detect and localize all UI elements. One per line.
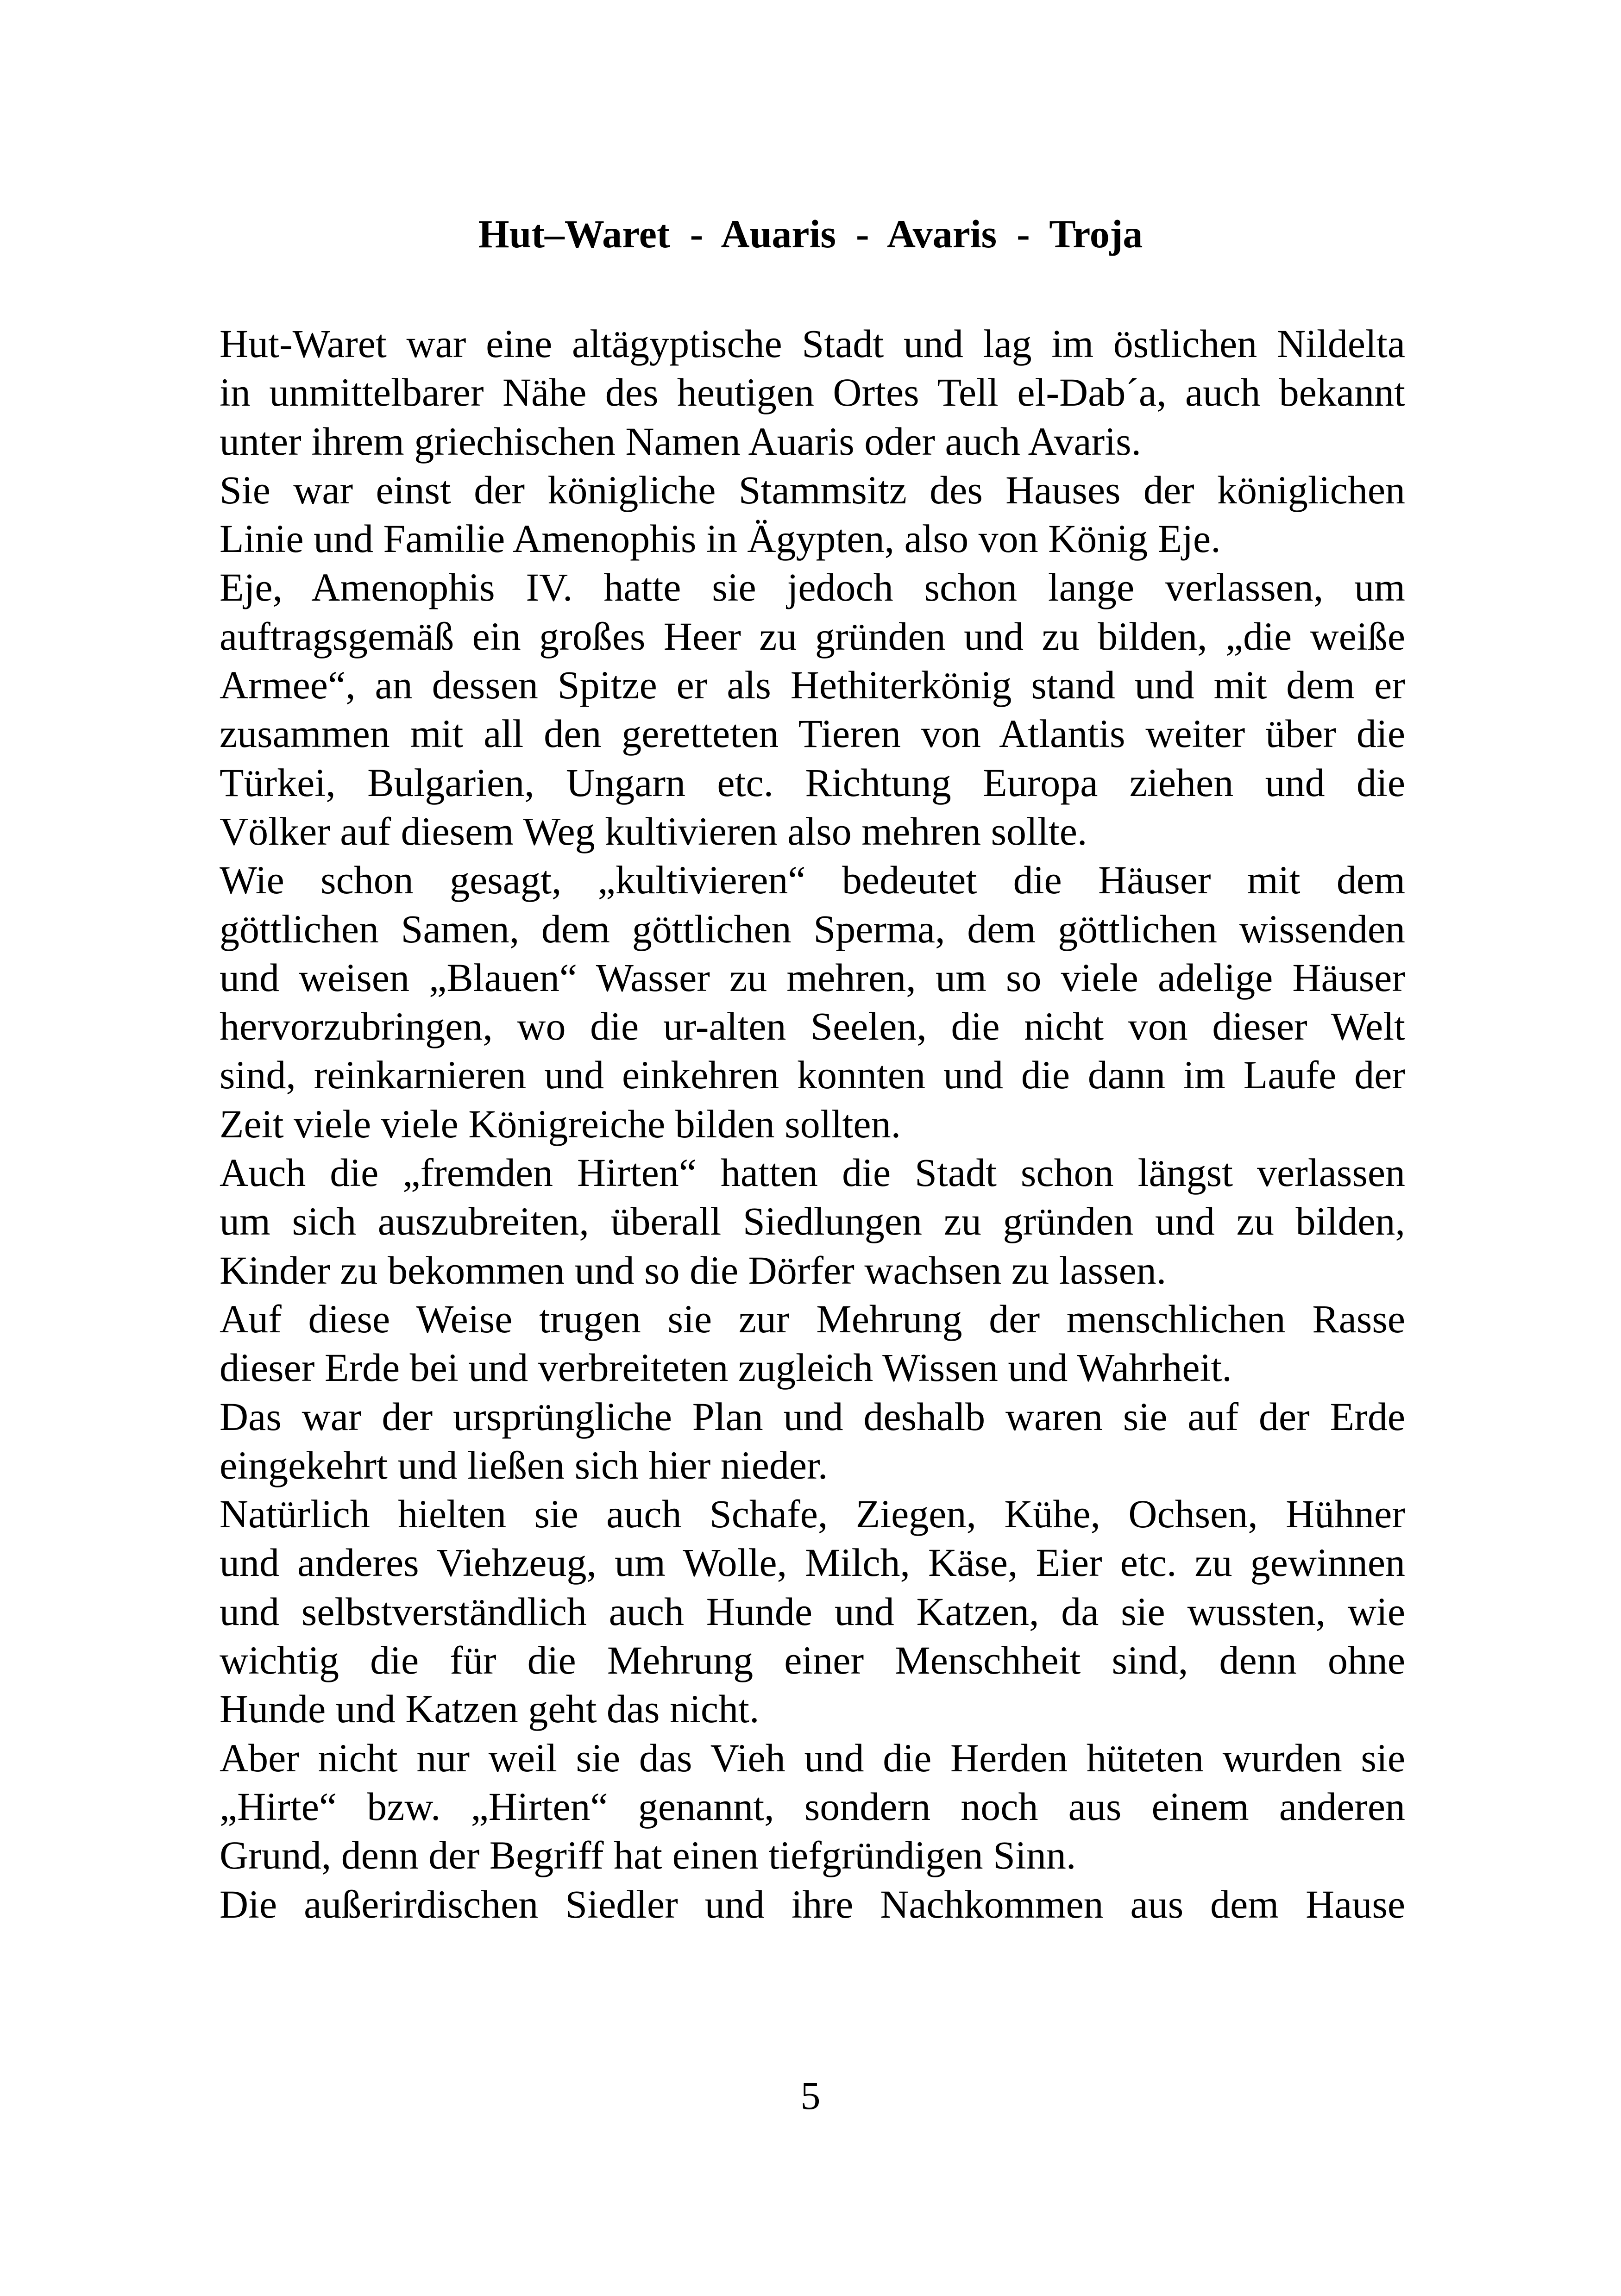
text-line: Auch die „fremden Hirten“ hatten die Stadt schon längst verlassen — [220, 1150, 1405, 1195]
text-line: Das war der ursprüngliche Plan und deshalb waren sie auf der Erde — [220, 1394, 1405, 1439]
text-line: um sich auszubreiten, überall Siedlungen zu gründen und zu bilden, — [220, 1199, 1405, 1244]
text-line: in unmittelbarer Nähe des heutigen Ortes Tell el-Dab´a, auch bekannt — [220, 370, 1405, 415]
text-line: Zeit viele viele Königreiche bilden sollten. — [220, 1101, 901, 1146]
text-line: Türkei, Bulgarien, Ungarn etc. Richtung Europa ziehen und die — [220, 760, 1405, 805]
text-line: und anderes Viehzeug, um Wolle, Milch, Käse, Eier etc. zu gewinnen — [220, 1540, 1405, 1585]
text-line: dieser Erde bei und verbreiteten zugleich Wissen und Wahrheit. — [220, 1345, 1232, 1390]
text-line: eingekehrt und ließen sich hier nieder. — [220, 1443, 828, 1487]
paragraph — [220, 1148, 1405, 1295]
paragraph — [220, 1393, 1405, 1490]
text-line: Wie schon gesagt, „kultivieren“ bedeutet die Häuser mit dem — [220, 858, 1405, 903]
text-line: sind, reinkarnieren und einkehren konnten und die dann im Laufe der — [220, 1053, 1405, 1098]
text-line: göttlichen Samen, dem göttlichen Sperma, dem göttlichen wissenden — [220, 906, 1405, 951]
paragraph — [220, 1734, 1405, 1880]
text-line: Aber nicht nur weil sie das Vieh und die Herden hüteten wurden sie — [220, 1735, 1405, 1780]
text-line: wichtig die für die Mehrung einer Menschheit sind, denn ohne — [220, 1638, 1405, 1683]
paragraph — [220, 856, 1405, 1148]
text-line: und weisen „Blauen“ Wasser zu mehren, um so viele adelige Häuser — [220, 955, 1405, 1000]
page-title: Hut–Waret - Auaris - Avaris - Troja — [478, 212, 1143, 256]
body-text — [220, 320, 1405, 1929]
text-line: Auf diese Weise trugen sie zur Mehrung der menschlichen Rasse — [220, 1296, 1405, 1341]
text-line: unter ihrem griechischen Namen Auaris oder auch Avaris. — [220, 419, 1142, 464]
text-line: Hunde und Katzen geht das nicht. — [220, 1687, 760, 1731]
paragraph — [220, 1880, 1405, 1929]
paragraph — [220, 563, 1405, 856]
text-line: Die außerirdischen Siedler und ihre Nachkommen aus dem Hause — [220, 1882, 1405, 1926]
text-line: Kinder zu bekommen und so die Dörfer wachsen zu lassen. — [220, 1248, 1167, 1292]
paragraph — [220, 320, 1405, 466]
paragraph — [220, 1295, 1405, 1393]
text-line: Grund, denn der Begriff hat einen tiefgründigen Sinn. — [220, 1833, 1076, 1878]
text-line: Hut-Waret war eine altägyptische Stadt und lag im östlichen Nildelta — [220, 321, 1405, 366]
text-line: Sie war einst der königliche Stammsitz des Hauses der königlichen — [220, 467, 1405, 512]
text-line: Natürlich hielten sie auch Schafe, Ziegen, Kühe, Ochsen, Hühner — [220, 1492, 1405, 1537]
text-line: „Hirte“ bzw. „Hirten“ genannt, sondern noch aus einem anderen — [220, 1784, 1405, 1829]
paragraph — [220, 466, 1405, 564]
text-line: auftragsgemäß ein großes Heer zu gründen und zu bilden, „die weiße — [220, 614, 1405, 659]
text-line: zusammen mit all den geretteten Tieren von Atlantis weiter über die — [220, 711, 1405, 756]
text-line: Armee“, an dessen Spitze er als Hethiterkönig stand und mit dem er — [220, 663, 1405, 708]
text-line: Völker auf diesem Weg kultivieren also mehren sollte. — [220, 809, 1087, 853]
page-number: 5 — [800, 2073, 821, 2118]
text-line: Linie und Familie Amenophis in Ägypten, also von König Eje. — [220, 516, 1221, 561]
text-line: und selbstverständlich auch Hunde und Katzen, da sie wussten, wie — [220, 1589, 1405, 1634]
text-line: hervorzubringen, wo die ur-alten Seelen, die nicht von dieser Welt — [220, 1004, 1405, 1049]
text-line: Eje, Amenophis IV. hatte sie jedoch schon lange verlassen, um — [220, 565, 1405, 610]
paragraph — [220, 1490, 1405, 1733]
